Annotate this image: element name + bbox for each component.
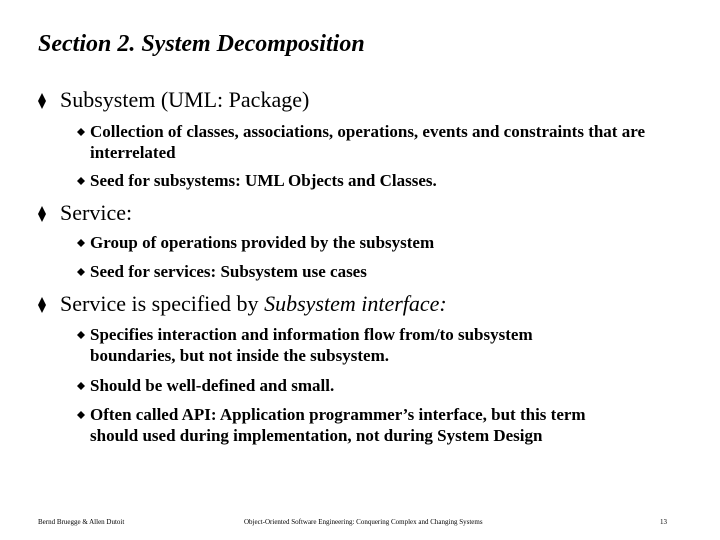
sub-bullet-text: Collection of classes, associations, operations, events and constraints that are interrelated (90, 122, 645, 162)
bullet-heading: Subsystem (UML: Package) (60, 87, 310, 112)
square-bullet-icon (77, 382, 85, 390)
slide-title: Section 2. System Decomposition (38, 31, 365, 57)
sub-bullet-text: Should be well-defined and small. (90, 376, 335, 395)
footer-page-number: 13 (660, 518, 667, 526)
sub-bullet (77, 324, 622, 366)
sub-bullet-text: Group of operations provided by the subsystem (90, 233, 435, 252)
square-bullet-icon (77, 128, 85, 136)
bullet-heading-text: Service is specified by (60, 291, 265, 316)
sub-bullet-text: Often called API: Application programmer’s interface, but this term should used during implementation, not during System Design (90, 405, 586, 445)
bullet-heading-emphasis: Subsystem interface: (264, 291, 447, 316)
sub-bullet (77, 375, 622, 396)
square-bullet-icon (77, 331, 85, 339)
sub-bullet (77, 261, 677, 282)
square-bullet-icon (77, 177, 85, 185)
diamond-bullet-icon (38, 93, 46, 109)
square-bullet-icon (77, 239, 85, 247)
sub-bullet-text: Specifies interaction and information flow from/to subsystem boundaries, but not inside the subsystem. (90, 325, 533, 365)
square-bullet-icon (77, 268, 85, 276)
bullet-heading (60, 292, 447, 316)
sub-bullet (77, 121, 677, 163)
square-bullet-icon (77, 411, 85, 419)
sub-bullet (77, 404, 637, 446)
footer-book-title: Object-Oriented Software Engineering: Conquering Complex and Changing Systems (244, 518, 483, 526)
diamond-bullet-icon (38, 297, 46, 313)
bullet-heading: Service: (60, 200, 133, 225)
sub-bullet-text: Seed for services: Subsystem use cases (90, 262, 367, 281)
footer-authors: Bernd Bruegge & Allen Dutoit (38, 518, 125, 526)
sub-bullet (77, 232, 677, 253)
sub-bullet-text: Seed for subsystems: UML Objects and Classes. (90, 171, 437, 190)
sub-bullet (77, 170, 677, 191)
diamond-bullet-icon (38, 206, 46, 222)
